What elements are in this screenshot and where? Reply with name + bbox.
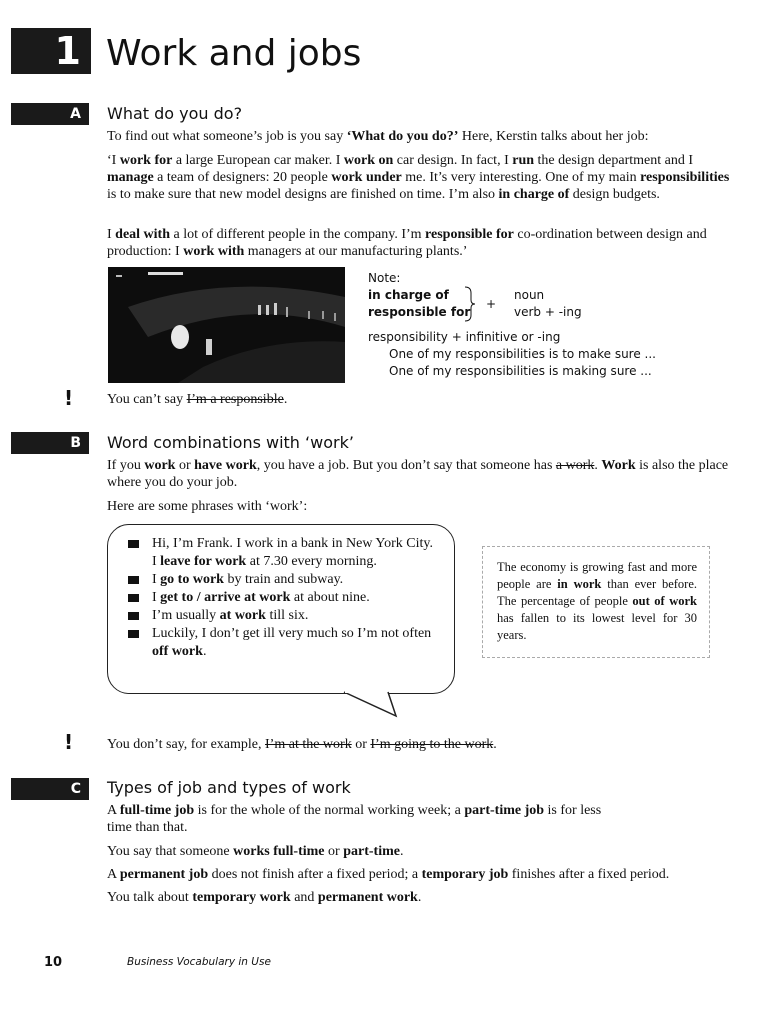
text-run: A xyxy=(107,803,120,818)
bold-term: permanent job xyxy=(119,867,209,882)
text-run: . xyxy=(283,392,288,407)
bold-term: manage xyxy=(107,170,154,185)
speech-bubble-tail xyxy=(340,690,410,720)
bold-term: get to / arrive at work xyxy=(160,590,291,605)
text-run: is for the whole of the normal working week; a xyxy=(194,803,465,818)
book-title: Business Vocabulary in Use xyxy=(127,956,271,968)
speech-bubble xyxy=(107,524,455,694)
text-run: . xyxy=(493,737,497,752)
text-run: is also the place where you do your job. xyxy=(107,458,729,490)
text-run: has fallen to its lowest level for 30 years. xyxy=(497,611,697,642)
speech-bubble-list xyxy=(126,535,436,661)
bold-term: part-time xyxy=(343,844,400,859)
bold-term: in work xyxy=(557,577,602,591)
text-run: The economy is growing fast and more people are xyxy=(497,560,697,591)
warning-icon: ! xyxy=(64,386,74,410)
text-run: or xyxy=(175,458,195,473)
text-run: ‘I xyxy=(107,153,120,168)
struck-text: a work xyxy=(555,458,595,473)
text-run: If you xyxy=(107,458,145,473)
text-run: finishes after a fixed period. xyxy=(508,867,670,882)
section-c-para-4 xyxy=(107,889,737,906)
bold-term: off work xyxy=(152,644,203,659)
text-run: car design. In fact, I xyxy=(393,153,513,168)
bold-term: works full-time xyxy=(233,844,325,859)
bold-term: in charge of xyxy=(498,187,570,202)
section-c-para-1 xyxy=(107,802,627,836)
section-a-para-2 xyxy=(107,226,737,260)
bold-term: work with xyxy=(183,244,245,259)
text-run: To find out what someone’s job is you say xyxy=(107,129,347,144)
text-run: or xyxy=(324,844,344,859)
bold-term: responsibilities xyxy=(640,170,730,185)
section-b-label: B xyxy=(11,432,89,454)
text-run: , you have a job. But you don’t say that someone has xyxy=(256,458,556,473)
bullet-square-icon xyxy=(128,612,139,620)
note-example-1: One of my responsibilities is to make sure ... xyxy=(389,347,656,361)
section-c-label: C xyxy=(11,778,89,800)
note-in-charge-of: in charge of xyxy=(368,288,449,302)
text-run: Here are some phrases with ‘work’: xyxy=(107,499,308,514)
text-run: me. It’s very interesting. One of my main xyxy=(401,170,641,185)
bold-term: part-time job xyxy=(464,803,545,818)
bold-term: run xyxy=(512,153,535,168)
bold-term: work xyxy=(144,458,176,473)
bold-term: full-time job xyxy=(119,803,195,818)
brace-icon xyxy=(463,285,477,323)
text-run: till six. xyxy=(265,608,309,623)
photo-car-design xyxy=(108,267,345,383)
unit-title: Work and jobs xyxy=(106,33,362,74)
text-run: Luckily, I don’t get ill very much so I’m not often xyxy=(152,626,432,641)
bold-term: at work xyxy=(219,608,266,623)
bullet-square-icon xyxy=(128,630,139,638)
text-run: Hi, I’m Frank. I work in a bank in New York City. I xyxy=(152,536,434,569)
unit-number: 1 xyxy=(11,28,91,74)
text-run: than ever before. The percentage of people xyxy=(497,577,698,608)
clipping-text xyxy=(497,559,697,644)
section-a-para-1 xyxy=(107,152,737,203)
bold-term: out of work xyxy=(632,594,697,608)
text-run: is to make sure that new model designs are finished on time. I’m also xyxy=(107,187,499,202)
bold-term: temporary job xyxy=(421,867,509,882)
bold-term: go to work xyxy=(160,572,224,587)
text-run: . xyxy=(399,844,404,859)
text-run: at 7.30 every morning. xyxy=(246,554,377,569)
text-run: You say that someone xyxy=(107,844,234,859)
bold-term: work for xyxy=(119,153,173,168)
bold-term: have work xyxy=(194,458,257,473)
bold-term: responsible for xyxy=(425,227,514,242)
grammar-note xyxy=(368,270,668,380)
text-run: a large European car maker. I xyxy=(172,153,344,168)
section-c-title: Types of job and types of work xyxy=(107,778,351,797)
text-run: You don’t say, for example, xyxy=(107,737,266,752)
section-c-para-2 xyxy=(107,843,737,860)
note-label: Note: xyxy=(368,271,401,285)
text-run: . xyxy=(417,890,422,905)
text-run: or xyxy=(351,737,371,752)
text-run: . xyxy=(594,458,602,473)
text-run: managers at our manufacturing plants.’ xyxy=(244,244,468,259)
note-verb-ing: verb + -ing xyxy=(514,305,582,319)
bold-term: ‘What do you do?’ xyxy=(346,129,459,144)
section-a-intro xyxy=(107,128,737,145)
note-responsible-for: responsible for xyxy=(368,305,471,319)
text-run: a lot of different people in the company. I’m xyxy=(170,227,426,242)
text-run: . xyxy=(202,644,207,659)
text-run: and xyxy=(290,890,318,905)
bold-term: permanent work xyxy=(317,890,418,905)
bold-term: temporary work xyxy=(192,890,291,905)
text-run: the design department and I xyxy=(534,153,694,168)
text-run: co-ordination between design and production: I xyxy=(107,227,707,259)
struck-text: I’m going to the work xyxy=(370,737,494,752)
text-run: Here, Kerstin talks about her job: xyxy=(458,129,649,144)
note-responsibility: responsibility + infinitive or -ing xyxy=(368,330,561,344)
bullet-square-icon xyxy=(128,540,139,548)
bullet-square-icon xyxy=(128,594,139,602)
bold-term: work on xyxy=(343,153,394,168)
text-run: You talk about xyxy=(107,890,193,905)
text-run: is for less time than that. xyxy=(107,803,602,835)
section-b-para-2 xyxy=(107,498,737,515)
bold-term: Work xyxy=(601,458,636,473)
warning-icon: ! xyxy=(64,730,74,754)
text-run: You can’t say xyxy=(107,392,187,407)
bold-term: work under xyxy=(331,170,402,185)
note-plus: + xyxy=(486,297,497,311)
text-run: a team of designers: 20 people xyxy=(153,170,332,185)
text-run: A xyxy=(107,867,120,882)
text-run: by train and subway. xyxy=(223,572,344,587)
bullet-square-icon xyxy=(128,576,139,584)
text-run: at about nine. xyxy=(290,590,370,605)
text-run: does not finish after a fixed period; a xyxy=(208,867,422,882)
section-a-label: A xyxy=(11,103,89,125)
text-run: I’m usually xyxy=(152,608,220,623)
bold-term: leave for work xyxy=(160,554,247,569)
bubble-list-item xyxy=(126,571,436,589)
struck-text: I’m at the work xyxy=(265,737,352,752)
bubble-list-item xyxy=(126,607,436,625)
section-b-warning xyxy=(107,736,737,753)
text-run: design budgets. xyxy=(569,187,660,202)
bold-term: deal with xyxy=(115,227,171,242)
struck-text: I’m a responsible xyxy=(186,392,284,407)
section-c-para-3 xyxy=(107,866,737,883)
section-a-warning xyxy=(107,391,737,408)
page-number: 10 xyxy=(44,955,63,970)
section-b-para-1 xyxy=(107,457,737,491)
text-run: I xyxy=(152,572,161,587)
text-run: I xyxy=(107,227,116,242)
note-example-2: One of my responsibilities is making sure ... xyxy=(389,364,652,378)
bubble-list-item xyxy=(126,589,436,607)
bubble-list-item xyxy=(126,535,436,571)
note-noun: noun xyxy=(514,288,545,302)
section-a-title: What do you do? xyxy=(107,104,243,123)
section-b-title: Word combinations with ‘work’ xyxy=(107,433,354,452)
text-run: I xyxy=(152,590,161,605)
newspaper-clipping xyxy=(482,546,710,658)
bubble-list-item xyxy=(126,625,436,661)
